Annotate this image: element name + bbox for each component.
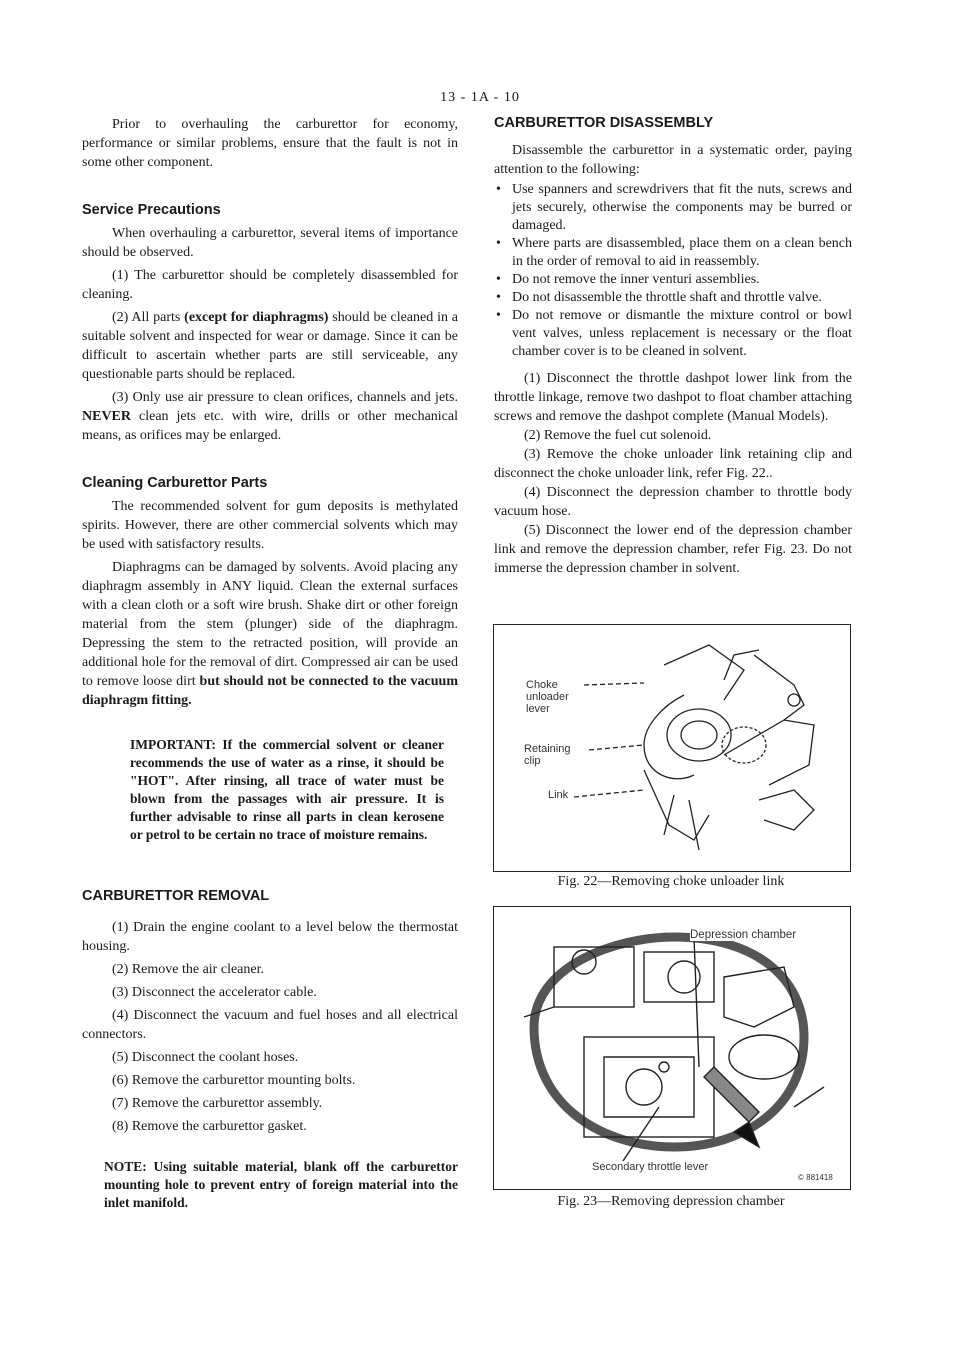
important-notice: IMPORTANT: If the commercial solvent or cleaner recommends the use of water as a rinse, it should be "HOT". After rinsing, all trace of water must be blown from the passages with air pressure. It is further advisable to rinse all parts in clean kerosene or petrol to be certain no trace of moisture remains. — [130, 737, 444, 842]
intro-paragraph: Prior to overhauling the carburettor for economy, performance or similar problems, ensure that the fault is not in some other component. — [82, 117, 458, 170]
figure-23 — [493, 906, 851, 1190]
cleaning-paragraph-2: Diaphragms can be damaged by solvents. Avoid placing any diaphragm assembly in ANY liquid. Clean the external surfaces with a clean cloth or a soft wire brush. Shake dirt or other foreign material from the stem (plunger) side of the diaphragm. Depressing the stem to the retracted position, will provide an additional hole for the removal of dirt. Compressed air can be used to remove loose dirt but should not be connected to the vacuum diaphragm fitting. — [82, 560, 458, 708]
service-precaution-3: (3) Only use air pressure to clean orifices, channels and jets. NEVER clean jets etc. with wire, drills or other mechanical means, as orifices may be enlarged. — [82, 390, 458, 443]
disassembly-step-4: (4) Disconnect the depression chamber to throttle body vacuum hose. — [494, 485, 852, 519]
removal-step-4: (4) Disconnect the vacuum and fuel hoses and all electrical connectors. — [82, 1008, 458, 1042]
disassembly-bullet: • Where parts are disassembled, place them on a clean bench in the order of removal to aid in reassembly. — [494, 235, 852, 271]
left-column — [82, 115, 458, 1212]
disassembly-step-1: (1) Disconnect the throttle dashpot lower link from the throttle linkage, remove two dashpot to float chamber attaching screws and remove the dashpot complete (Manual Models). — [494, 371, 852, 424]
disassembly-heading: CARBURETTOR DISASSEMBLY — [494, 115, 714, 131]
disassembly-step-3: (3) Remove the choke unloader link retaining clip and disconnect the choke unloader link, refer Fig. 22.. — [494, 447, 852, 481]
service-precaution-1: (1) The carburettor should be completely disassembled for cleaning. — [82, 268, 458, 302]
removal-step-8: (8) Remove the carburettor gasket. — [112, 1119, 307, 1134]
disassembly-bullet: • Use spanners and screwdrivers that fit the nuts, screws and jets securely, otherwise the components may be burred or damaged. — [494, 181, 852, 235]
service-precaution-2: (2) All parts (except for diaphragms) should be cleaned in a suitable solvent and inspected for wear or damage. Since it can be difficult to ascertain whether parts are still serviceable, any questionable parts should be replaced. — [82, 310, 459, 382]
disassembly-step-5: (5) Disconnect the lower end of the depression chamber link and remove the depression chamber, refer Fig. 23. Do not immerse the depression chamber in solvent. — [494, 523, 852, 576]
disassembly-bullet: • Do not disassemble the throttle shaft and throttle valve. — [494, 289, 852, 307]
figure-code: © 881418 — [798, 1173, 833, 1182]
disassembly-step-2: (2) Remove the fuel cut solenoid. — [524, 428, 712, 443]
removal-step-7: (7) Remove the carburettor assembly. — [112, 1096, 323, 1111]
cleaning-heading: Cleaning Carburettor Parts — [82, 475, 268, 491]
depression-chamber-illustration — [494, 907, 850, 1189]
removal-heading: CARBURETTOR REMOVAL — [82, 888, 270, 904]
removal-step-5: (5) Disconnect the coolant hoses. — [112, 1050, 299, 1065]
page-number: 13 - 1A - 10 — [440, 90, 520, 105]
figure-23-caption: Fig. 23—Removing depression chamber — [557, 1194, 785, 1209]
label-retaining-clip: Retaining clip — [524, 743, 571, 767]
figure-22-caption: Fig. 22—Removing choke unloader link — [557, 874, 785, 889]
disassembly-intro: Disassemble the carburettor in a systematic order, paying attention to the following: — [494, 143, 852, 177]
label-link: Link — [548, 789, 569, 801]
label-depression-chamber: Depression chamber — [690, 929, 797, 941]
removal-step-2: (2) Remove the air cleaner. — [112, 962, 264, 977]
figure-22 — [493, 624, 851, 872]
disassembly-bullet: • Do not remove the inner venturi assemblies. — [494, 271, 852, 289]
service-precautions-heading: Service Precautions — [82, 202, 221, 218]
removal-step-6: (6) Remove the carburettor mounting bolts. — [112, 1073, 356, 1088]
cleaning-paragraph-1: The recommended solvent for gum deposits is methylated spirits. However, there are other commercial solvents which may be used with satisfactory results. — [82, 499, 458, 552]
removal-step-3: (3) Disconnect the accelerator cable. — [112, 985, 317, 1000]
label-secondary-throttle-lever: Secondary throttle lever — [592, 1161, 709, 1173]
label-choke-unloader-lever: Choke unloader lever — [526, 679, 569, 715]
removal-step-1: (1) Drain the engine coolant to a level below the thermostat housing. — [82, 920, 458, 954]
disassembly-bullet: • Do not remove or dismantle the mixture control or bowl vent valves, unless replacement is necessary or the float chamber cover is to be cleaned in solvent. — [494, 307, 852, 361]
removal-note: NOTE: Using suitable material, blank off the carburettor mounting hole to prevent entry of foreign material into the inlet manifold. — [104, 1159, 458, 1210]
disassembly-bullet-list — [494, 181, 852, 361]
service-precautions-intro: When overhauling a carburettor, several items of importance should be observed. — [82, 226, 458, 260]
right-column — [494, 115, 852, 578]
